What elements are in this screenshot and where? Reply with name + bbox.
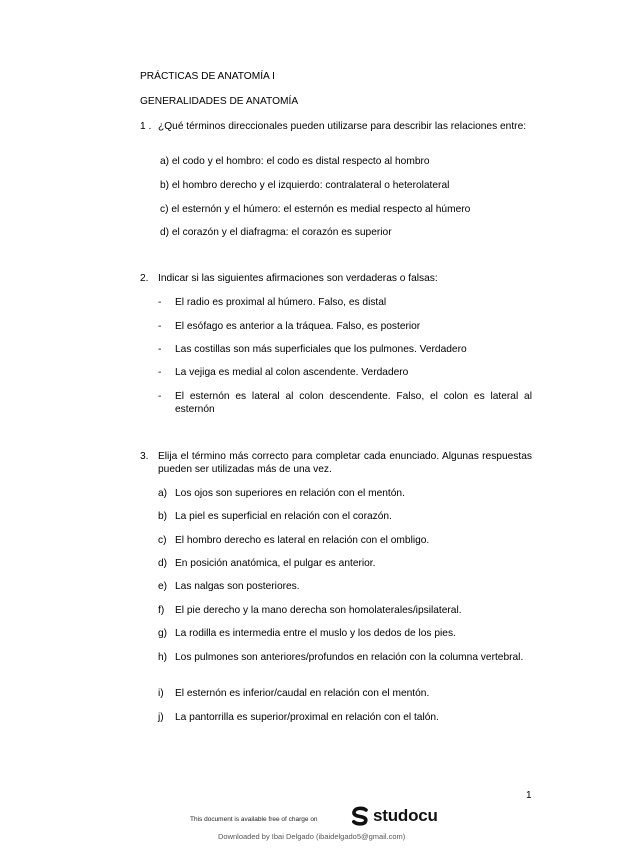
q2-item-5: El esternón es lateral al colon descendente. Falso, el colon es lateral al esternón [175, 391, 532, 415]
q2-number: 2. [140, 273, 149, 284]
q3-text: Elija el término más correcto para completar cada enunciado. Algunas respuestas pueden ser utilizadas más de una vez. [158, 451, 532, 475]
q3-letter: j) [158, 712, 164, 723]
q3-letter: h) [158, 652, 168, 663]
q3-item-c: El hombro derecho es lateral en relación con el ombligo. [175, 535, 430, 546]
q2-item-2: El esófago es anterior a la tráquea. Falso, es posterior [175, 321, 421, 332]
q2-bullet: - [158, 297, 162, 308]
q3-number: 3. [140, 451, 149, 462]
q3-letter: f) [158, 605, 165, 616]
q2-text: Indicar si las siguientes afirmaciones son verdaderas o falsas: [158, 273, 438, 284]
studocu-logo[interactable] [350, 806, 438, 826]
page-number: 1 [526, 790, 532, 801]
q3-item-j: La pantorrilla es superior/proximal en relación con el talón. [175, 712, 439, 723]
q3-letter: e) [158, 581, 168, 592]
footer-available-text: This document is available free of charge on [190, 816, 318, 823]
studocu-wordmark: studocu [373, 806, 438, 825]
q1-item-a: a) el codo y el hombro: el codo es distal respecto al hombro [160, 156, 430, 167]
q2-item-4: La vejiga es medial al colon ascendente. Verdadero [175, 367, 409, 378]
q2-bullet: - [158, 367, 162, 378]
q2-bullet: - [158, 391, 162, 402]
q1-item-b: b) el hombro derecho y el izquierdo: contralateral o heterolateral [160, 180, 450, 191]
q3-item-b: La piel es superficial en relación con el corazón. [175, 511, 392, 522]
q1-number: 1 . [140, 121, 152, 132]
q3-item-f: El pie derecho y la mano derecha son homolaterales/ipsilateral. [175, 605, 462, 616]
q3-item-i: El esternón es inferior/caudal en relación con el mentón. [175, 688, 430, 699]
q2-item-1: El radio es proximal al húmero. Falso, es distal [175, 297, 387, 308]
q1-item-c: c) el esternón y el húmero: el esternón es medial respecto al húmero [160, 204, 471, 215]
q2-bullet: - [158, 344, 162, 355]
downloaded-by-text: Downloaded by Ibai Delgado (ibaidelgado5@gmail.com) [218, 832, 406, 841]
q1-item-d: d) el corazón y el diafragma: el corazón es superior [160, 227, 392, 238]
q3-letter: c) [158, 535, 167, 546]
q3-letter: a) [158, 488, 168, 499]
q3-item-d: En posición anatómica, el pulgar es anterior. [175, 558, 376, 569]
q3-item-e: Las nalgas son posteriores. [175, 581, 300, 592]
q1-text: ¿Qué términos direccionales pueden utilizarse para describir las relaciones entre: [158, 121, 527, 132]
q3-letter: g) [158, 628, 168, 639]
q3-item-a: Los ojos son superiores en relación con el mentón. [175, 488, 405, 499]
doc-title: PRÁCTICAS DE ANATOMÍA I [140, 71, 275, 82]
q3-letter: b) [158, 511, 168, 522]
studocu-s-icon [350, 806, 370, 826]
q2-item-3: Las costillas son más superficiales que los pulmones. Verdadero [175, 344, 467, 355]
q3-item-g: La rodilla es intermedia entre el muslo y los dedos de los pies. [175, 628, 456, 639]
q3-item-h: Los pulmones son anteriores/profundos en relación con la columna vertebral. [175, 652, 524, 663]
q2-bullet: - [158, 321, 162, 332]
doc-subtitle: GENERALIDADES DE ANATOMÍA [140, 96, 299, 107]
q3-letter: d) [158, 558, 168, 569]
q3-letter: i) [158, 688, 164, 699]
